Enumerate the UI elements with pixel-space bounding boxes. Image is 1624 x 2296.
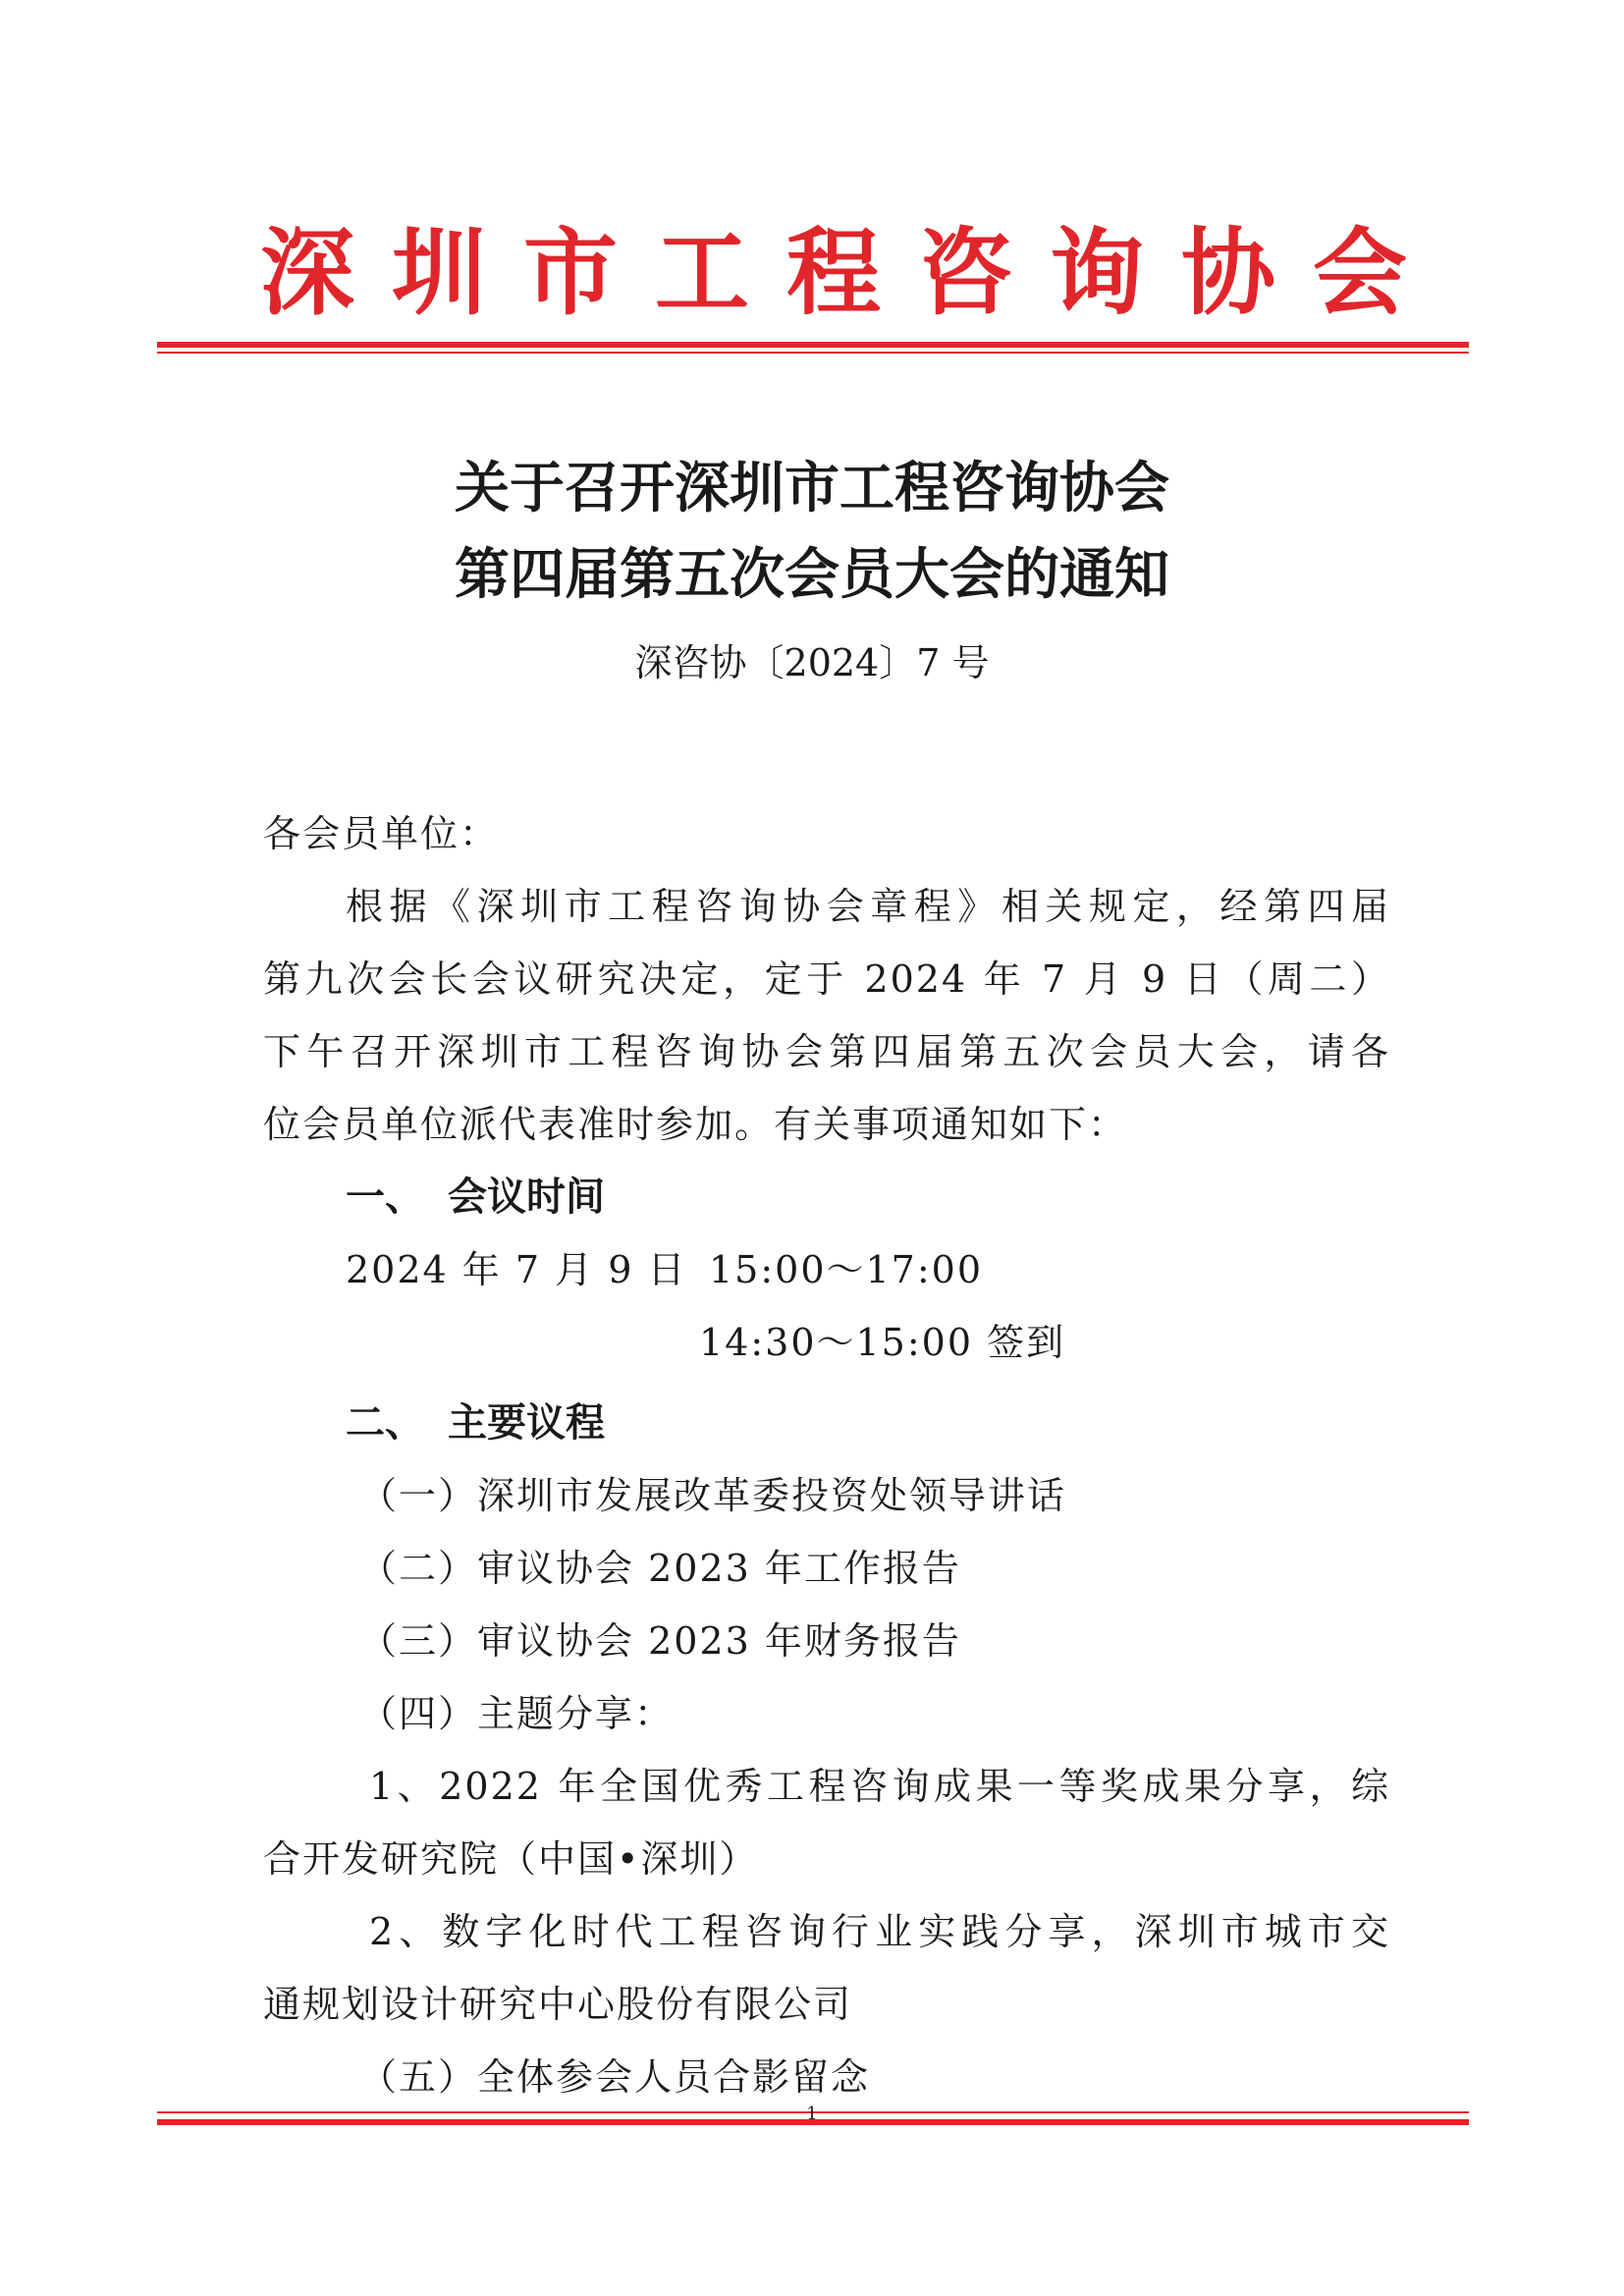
share2-line2: 通规划设计研究中心股份有限公司	[263, 1983, 853, 2026]
share2-line1: 2、数字化时代工程咨询行业实践分享，深圳市城市交	[369, 1910, 1390, 1953]
section1-number: 一、	[346, 1175, 424, 1220]
meeting-time: 15:00～17:00	[709, 1248, 984, 1291]
notice-title-line2: 第四届第五次会员大会的通知	[455, 543, 1169, 607]
meeting-date: 2024 年 7 月 9 日	[346, 1248, 687, 1291]
agenda-item-5: （五）全体参会人员合影留念	[359, 2055, 871, 2099]
share1-line2: 合开发研究院（中国•深圳）	[263, 1837, 759, 1881]
intro-line-4: 位会员单位派代表准时参加。有关事项通知如下：	[263, 1103, 1128, 1146]
page-number: 1	[806, 2104, 818, 2124]
agenda-item-3: （三）审议协会 2023 年财务报告	[359, 1619, 961, 1663]
share1-line1: 1、2022 年全国优秀工程咨询成果一等奖成果分享，综	[369, 1765, 1390, 1808]
agenda-item-1: （一）深圳市发展改革委投资处领导讲话	[359, 1474, 1067, 1517]
salutation: 各会员单位：	[263, 812, 500, 855]
section2-title: 主要议程	[448, 1400, 605, 1446]
signin-label: 签到	[987, 1321, 1066, 1364]
letterhead-rule-thin	[157, 352, 1469, 354]
section2-number: 二、	[346, 1400, 424, 1446]
section1-title: 会议时间	[448, 1175, 605, 1220]
letterhead-rule-thick	[157, 342, 1469, 348]
agenda-item-4: （四）主题分享：	[359, 1692, 675, 1735]
signin-time-range: 14:30～15:00	[699, 1321, 974, 1364]
section1-heading	[346, 1161, 605, 1233]
document-number: 深咨协〔2024〕7 号	[634, 641, 990, 684]
notice-title-line1: 关于召开深圳市工程咨询协会	[455, 457, 1169, 520]
letterhead-name: 深圳市工程咨询协会	[260, 217, 1444, 328]
section2-heading	[346, 1387, 605, 1459]
signin-time	[699, 1306, 1065, 1379]
intro-line-2: 第九次会长会议研究决定，定于 2024 年 7 月 9 日（周二）	[263, 957, 1390, 1001]
agenda-item-2: （二）审议协会 2023 年工作报告	[359, 1547, 961, 1590]
intro-line-3: 下午召开深圳市工程咨询协会第四届第五次会员大会，请各	[263, 1030, 1390, 1073]
intro-line-1: 根据《深圳市工程咨询协会章程》相关规定，经第四届	[346, 885, 1390, 928]
